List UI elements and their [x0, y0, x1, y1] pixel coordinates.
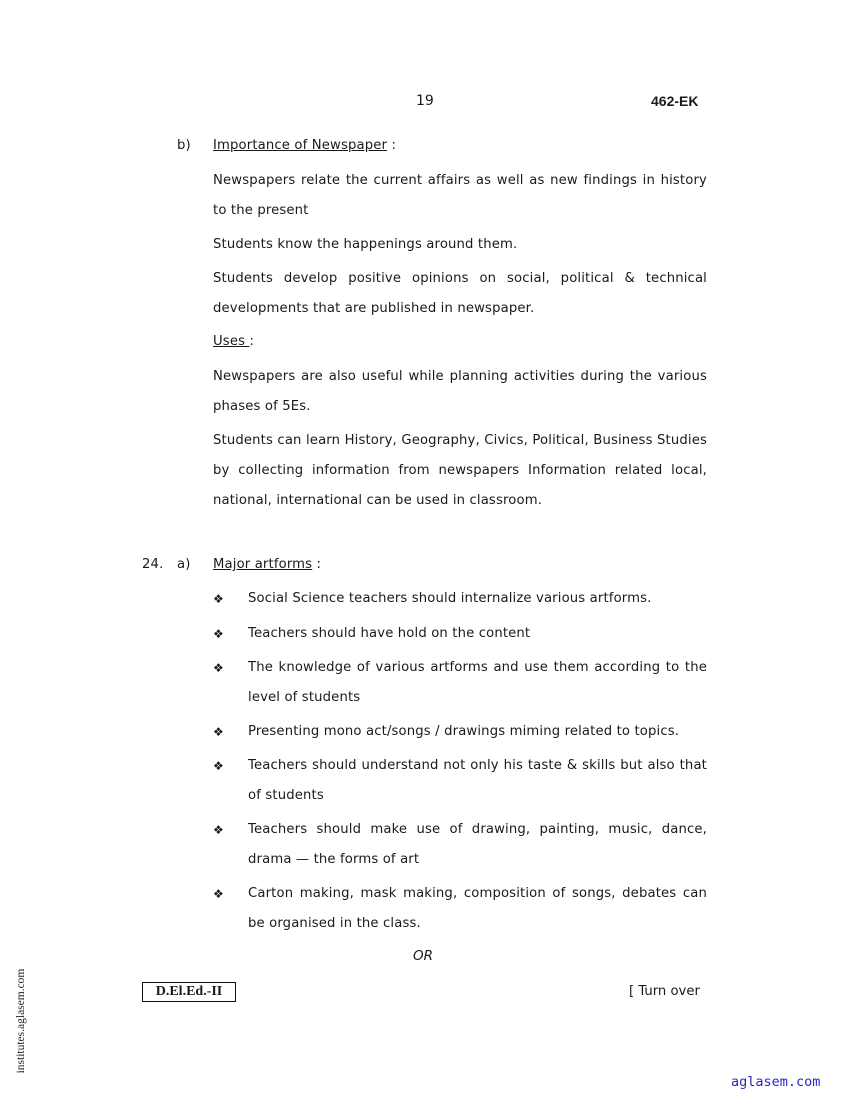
bullet-text: Teachers should have hold on the content — [248, 626, 531, 641]
paper-code: 462-EK — [651, 93, 699, 109]
uses-heading-suffix: : — [249, 334, 255, 349]
course-code-box: D.El.Ed.-II — [142, 982, 236, 1002]
diamond-bullet-icon: ❖ — [213, 725, 224, 739]
question-24-heading-line — [213, 557, 321, 572]
question-24-heading-suffix: : — [312, 557, 322, 572]
bullet-item — [213, 717, 707, 747]
paragraph: Students can learn History, Geography, Civics, Political, Business Studies by collecting information from newspapers Information related local, national, international can be used in classroom. — [213, 433, 707, 508]
section-b-heading: Importance of Newspaper — [213, 138, 388, 153]
paragraph: Newspapers relate the current affairs as well as new findings in history to the present — [213, 173, 707, 218]
bullet-item — [213, 619, 707, 649]
bullet-item — [213, 751, 707, 811]
brand-watermark: aglasem.com — [731, 1074, 821, 1090]
bullet-item — [213, 879, 707, 939]
question-24-heading: Major artforms — [213, 557, 313, 572]
uses-heading-line — [213, 334, 254, 349]
paragraph: Newspapers are also useful while planning activities during the various phases of 5Es. — [213, 369, 707, 414]
diamond-bullet-icon: ❖ — [213, 661, 224, 675]
turn-over-note: [ Turn over — [629, 984, 700, 999]
bullet-text: The knowledge of various artforms and use them according to the level of students — [248, 660, 707, 705]
page-number: 19 — [416, 93, 434, 109]
bullet-item — [213, 815, 707, 875]
diamond-bullet-icon: ❖ — [213, 592, 224, 606]
diamond-bullet-icon: ❖ — [213, 627, 224, 641]
paragraph: Students develop positive opinions on social, political & technical developments that are published in newspaper. — [213, 271, 707, 316]
uses-heading: Uses — [213, 334, 250, 349]
diamond-bullet-icon: ❖ — [213, 887, 224, 901]
section-b-heading-line — [213, 138, 396, 153]
question-part-label: a) — [177, 557, 191, 572]
section-b-label: b) — [177, 138, 191, 153]
or-separator: OR — [413, 948, 434, 964]
bullet-text: Presenting mono act/songs / drawings miming related to topics. — [248, 724, 680, 739]
diamond-bullet-icon: ❖ — [213, 823, 224, 837]
bullet-text: Teachers should make use of drawing, painting, music, dance, drama — the forms of art — [248, 822, 707, 867]
side-watermark: institutes.aglasem.com — [15, 968, 27, 1074]
bullet-text: Teachers should understand not only his taste & skills but also that of students — [248, 758, 707, 803]
question-number: 24. — [142, 557, 164, 572]
section-b-heading-suffix: : — [387, 138, 397, 153]
diamond-bullet-icon: ❖ — [213, 759, 224, 773]
bullet-text: Carton making, mask making, composition of songs, debates can be organised in the class. — [248, 886, 707, 931]
bullet-item — [213, 584, 707, 614]
bullet-item — [213, 653, 707, 713]
paragraph: Students know the happenings around them. — [213, 237, 518, 252]
bullet-text: Social Science teachers should internalize various artforms. — [248, 591, 652, 606]
